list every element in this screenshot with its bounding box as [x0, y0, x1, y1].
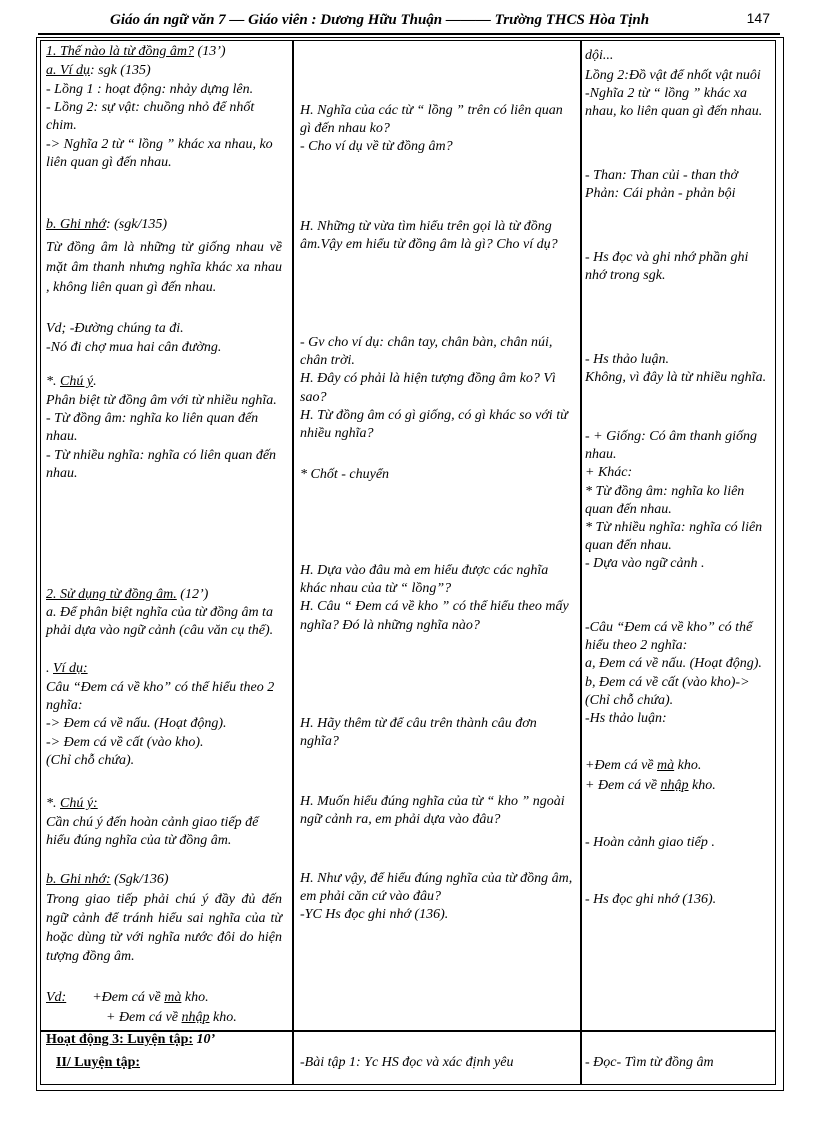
question-1: H. Nghĩa của các từ “ lồng ” trên có liên quan gì đến nhau ko? - Cho ví dụ về từ đồng âm?: [300, 103, 563, 155]
practice-heading: II/ Luyện tập:: [56, 1055, 141, 1070]
section-2-example-heading: . Ví dụ:: [46, 661, 88, 676]
header-rule: [38, 33, 780, 35]
answer-10: - Hs đọc ghi nhớ (136).: [585, 892, 717, 907]
conclusion: * Chốt - chuyển: [300, 467, 390, 482]
note-heading: b. Ghi nhớ: (sgk/135): [46, 217, 168, 232]
answer-5: - Hs thảo luận. Không, vì đây là từ nhiều nghĩa.: [585, 352, 767, 386]
example-3: Vd: +Đem cá về mà kho.: [46, 990, 209, 1005]
remark-2-body: Cần chú ý đến hoàn cảnh giao tiếp để hiểu đúng nghĩa của từ đồng âm.: [46, 815, 259, 849]
example-heading: a. Ví dụ: sgk (135): [46, 63, 151, 78]
answer-11: - Đọc- Tìm từ đồng âm: [585, 1055, 714, 1070]
section-1-title: 1. Thế nào là từ đồng âm? (13’): [46, 44, 226, 59]
page-header: [110, 10, 770, 32]
answer-8-line-2: + Đem cá về nhập kho.: [585, 778, 716, 793]
example-3-line-2: + Đem cá về nhập kho.: [106, 1010, 237, 1025]
remark-body: Phân biệt từ đồng âm với từ nhiều nghĩa. - Từ đồng âm: nghĩa ko liên quan đến nhau. - Từ nhiều nghĩa: nghĩa có liên quan đến nhau.: [46, 393, 277, 481]
note-2-heading: b. Ghi nhớ: (Sgk/136): [46, 872, 169, 887]
column-divider-2: [580, 40, 582, 1085]
example-2: Vd; -Đường chúng ta đi. -Nó đi chợ mua hai cân đường.: [46, 321, 222, 355]
section-2-example-body: Câu “Đem cá về kho” có thể hiểu theo 2 nghĩa: -> Đem cá về nấu. (Hoạt động). -> Đem cá về cất (vào kho). (Chỉ chỗ chứa).: [46, 680, 275, 768]
answer-1: dội...: [585, 48, 614, 63]
question-7: H. Như vậy, để hiểu đúng nghĩa của từ đồng âm, em phải căn cứ vào đâu? -YC Hs đọc ghi nhớ (136).: [300, 871, 573, 923]
answer-3: - Than: Than củi - than thở Phản: Cái phản - phản bội: [585, 168, 738, 202]
page-number: 147: [746, 10, 770, 26]
example-body: - Lồng 1 : hoạt động: nhảy dựng lên. - Lồng 2: sự vật: chuồng nhỏ để nhốt chim. -> Nghĩa 2 từ “ lồng ” khác xa nhau, ko liên quan gì đến nhau.: [46, 82, 273, 170]
answer-4: - Hs đọc và ghi nhớ phần ghi nhớ trong sgk.: [585, 250, 749, 284]
question-2: H. Những từ vừa tìm hiểu trên gọi là từ đồng âm.Vậy em hiểu từ đồng âm là gì? Cho ví dụ?: [300, 219, 558, 253]
answer-6: - + Giống: Có âm thanh giống nhau. + Khác: * Từ đồng âm: nghĩa ko liên quan đến nhau. * Từ nhiều nghĩa: nghĩa có liên quan đến nhau. - Dựa vào ngữ cảnh .: [585, 429, 763, 572]
section-2-a: a. Để phân biệt nghĩa của từ đồng âm ta phải dựa vào ngữ cảnh (câu văn cụ thể).: [46, 605, 274, 639]
question-4: H. Dựa vào đâu mà em hiểu được các nghĩa khác nhau của từ “ lồng”? H. Câu “ Đem cá về kho ” có thể hiểu theo mấy nghĩa? Đó là những nghĩa nào?: [300, 563, 569, 633]
note-2-body: Trong giao tiếp phải chú ý đầy đủ đến ngữ cảnh để tránh hiểu sai nghĩa của từ hoặc dùng từ với nghĩa nước đôi do hiện tượng đồng âm.: [46, 892, 282, 964]
answer-7: -Câu “Đem cá về kho” có thể hiểu theo 2 nghĩa: a, Đem cá về nấu. (Hoạt động). b, Đem cá về cất (vào kho)->(Chỉ chỗ chứa). -Hs thảo luận:: [585, 620, 762, 727]
column-divider-1: [292, 40, 294, 1085]
answer-2: Lồng 2:Đồ vật để nhốt vật nuôi -Nghĩa 2 từ “ lồng ” khác xa nhau, ko liên quan gì đến nhau.: [585, 68, 763, 120]
question-6: H. Muốn hiểu đúng nghĩa của từ “ kho ” ngoài ngữ cảnh ra, em phải dựa vào đâu?: [300, 794, 565, 828]
question-5: H. Hãy thêm từ để câu trên thành câu đơn nghĩa?: [300, 716, 537, 750]
answer-9: - Hoàn cảnh giao tiếp .: [585, 835, 715, 850]
exercise-1: -Bài tập 1: Yc HS đọc và xác định yêu: [300, 1055, 514, 1070]
section-2-title: 2. Sử dụng từ đồng âm. (12’): [46, 587, 209, 602]
content-column: [46, 43, 282, 1083]
student-column: [585, 43, 773, 1083]
remark-heading: *. Chú ý.: [46, 374, 97, 389]
question-3: - Gv cho ví dụ: chân tay, chân bàn, chân núi, chân trời. H. Đây có phải là hiện tượng đồng âm ko? Vì sao? H. Từ đồng âm có gì giống, có gì khác so với từ nhiều nghĩa?: [300, 335, 568, 442]
answer-8-line-1: +Đem cá về mà kho.: [585, 758, 702, 773]
teacher-column: [300, 43, 575, 1083]
header-title: Giáo án ngữ văn 7 — Giáo viên : Dương Hữu Thuận ——— Trường THCS Hòa Tịnh: [110, 12, 650, 28]
remark-2-heading: *. Chú ý:: [46, 796, 98, 811]
note-body: Từ đồng âm là những từ giống nhau về mặt âm thanh nhưng nghĩa khác xa nhau , không liên quan gì đến nhau.: [46, 240, 282, 295]
activity-3-heading: Hoạt động 3: Luyện tập: 10’: [46, 1032, 216, 1047]
